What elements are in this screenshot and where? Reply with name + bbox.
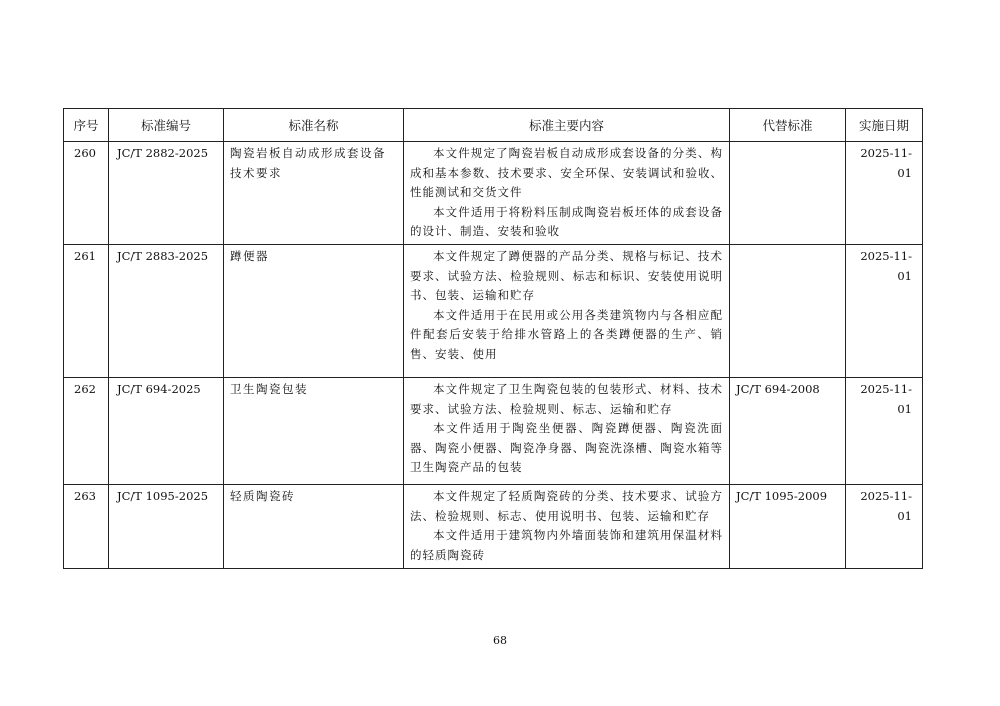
content-paragraph: 本文件适用于陶瓷坐便器、陶瓷蹲便器、陶瓷洗面器、陶瓷小便器、陶瓷净身器、陶瓷洗涤槽、陶瓷水箱等卫生陶瓷产品的包装 xyxy=(410,421,723,474)
row-num: 261 xyxy=(64,245,109,378)
content-paragraph: 本文件规定了轻质陶瓷砖的分类、技术要求、试验方法、检验规则、标志、使用说明书、包装、运输和贮存 xyxy=(410,489,723,523)
table-row xyxy=(64,245,923,378)
header-name: 标准名称 xyxy=(224,109,404,142)
header-row xyxy=(64,109,923,142)
page-number: 68 xyxy=(493,634,507,647)
table-row xyxy=(64,485,923,569)
row-replaces xyxy=(730,142,846,245)
content-paragraph: 本文件适用于在民用或公用各类建筑物内与各相应配件配套后安装于给排水管路上的各类蹲便器的生产、销售、安装、使用 xyxy=(410,307,723,361)
row-code: JC/T 2883-2025 xyxy=(109,245,224,378)
row-content xyxy=(404,485,730,569)
content-paragraph: 本文件规定了陶瓷岩板自动成形成套设备的分类、构成和基本参数、技术要求、安全环保、安装调试和验收、性能测试和交货文件 xyxy=(410,146,723,199)
header-replaces: 代替标准 xyxy=(730,109,846,142)
row-date: 2025-11-01 xyxy=(846,245,923,378)
row-name: 蹲便器 xyxy=(224,245,404,378)
row-replaces xyxy=(730,245,846,378)
row-num: 263 xyxy=(64,485,109,569)
row-code: JC/T 2882-2025 xyxy=(109,142,224,245)
content-paragraph: 本文件规定了蹲便器的产品分类、规格与标记、技术要求、试验方法、检验规则、标志和标识、安装使用说明书、包装、运输和贮存 xyxy=(410,249,723,302)
row-content xyxy=(404,378,730,485)
row-replaces: JC/T 1095-2009 xyxy=(730,485,846,569)
header-content: 标准主要内容 xyxy=(404,109,730,142)
row-name: 卫生陶瓷包装 xyxy=(224,378,404,485)
row-date: 2025-11-01 xyxy=(846,485,923,569)
row-date: 2025-11-01 xyxy=(846,378,923,485)
row-content xyxy=(404,142,730,245)
row-date: 2025-11-01 xyxy=(846,142,923,245)
row-name: 轻质陶瓷砖 xyxy=(224,485,404,569)
table-row xyxy=(64,142,923,245)
row-content xyxy=(404,245,730,378)
row-name: 陶瓷岩板自动成形成套设备技术要求 xyxy=(224,142,404,245)
content-paragraph: 本文件适用于将粉料压制成陶瓷岩板坯体的成套设备的设计、制造、安装和验收 xyxy=(410,204,723,238)
table-row xyxy=(64,378,923,485)
row-replaces: JC/T 694-2008 xyxy=(730,378,846,485)
header-date: 实施日期 xyxy=(846,109,923,142)
row-num: 260 xyxy=(64,142,109,245)
content-paragraph: 本文件适用于建筑物内外墙面装饰和建筑用保温材料的轻质陶瓷砖 xyxy=(410,528,723,562)
header-num: 序号 xyxy=(64,109,109,142)
row-code: JC/T 694-2025 xyxy=(109,378,224,485)
header-code: 标准编号 xyxy=(109,109,224,142)
content-paragraph: 本文件规定了卫生陶瓷包装的包装形式、材料、技术要求、试验方法、检验规则、标志、运输和贮存 xyxy=(410,382,723,416)
standards-table xyxy=(63,108,923,569)
row-num: 262 xyxy=(64,378,109,485)
row-code: JC/T 1095-2025 xyxy=(109,485,224,569)
